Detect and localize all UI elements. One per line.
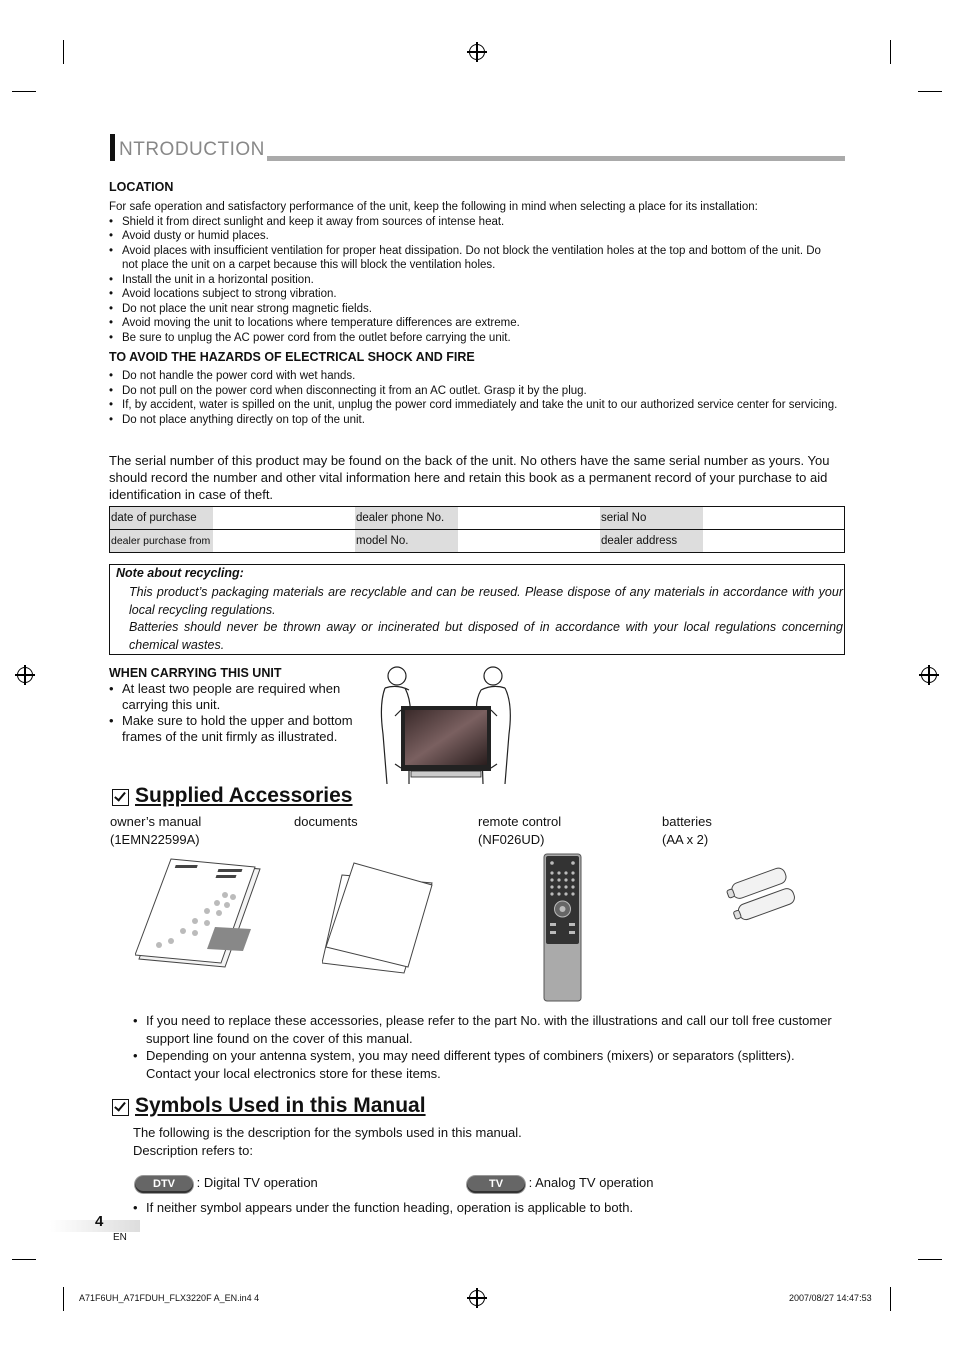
recycling-body [129, 584, 843, 654]
table-cell: model No. [355, 530, 458, 553]
table-cell[interactable] [458, 530, 600, 553]
table-cell: dealer phone No. [355, 507, 458, 530]
list-item: • Avoid locations subject to strong vibration. [109, 287, 839, 302]
list-item: • Do not place anything directly on top of the unit. [109, 413, 839, 428]
dtv-badge: DTV [135, 1176, 193, 1193]
remote-control-image [542, 853, 584, 1003]
tv-symbol-row [467, 1174, 653, 1193]
accessory-name: owner’s manual [110, 814, 202, 829]
list-item: • Shield it from direct sunlight and keep it away from sources of intense heat. [109, 215, 839, 230]
registration-mark-icon [921, 667, 937, 683]
list-item: • Make sure to hold the upper and bottom frames of the unit firmly as illustrated. [109, 713, 371, 745]
symbols-heading: Symbols Used in this Manual [135, 1094, 426, 1117]
file-info: A71F6UH_A71FDUH_FLX3220F A_EN.in4 4 [79, 1293, 260, 1303]
language-code: EN [113, 1232, 127, 1243]
crop-mark [890, 1287, 891, 1311]
table-row [110, 507, 845, 530]
crop-mark [63, 1287, 64, 1311]
table-cell: dealer address [600, 530, 703, 553]
documents-image [322, 855, 442, 980]
carrying-heading: WHEN CARRYING THIS UNIT [109, 666, 282, 680]
table-cell[interactable] [213, 530, 355, 553]
symbols-heading-row [112, 1094, 426, 1118]
recycling-note [109, 564, 845, 655]
crop-mark [12, 1259, 36, 1260]
carrying-illustration [375, 664, 520, 790]
owners-manual-image [135, 855, 265, 980]
table-cell: date of purchase [110, 507, 214, 530]
crop-mark [12, 91, 36, 92]
list-item: • Be sure to unplug the AC power cord from the outlet before carrying the unit. [109, 331, 839, 346]
location-intro: For safe operation and satisfactory performance of the unit, keep the following in mind when selecting a place for its installation: [109, 201, 758, 213]
table-cell: dealer purchase from [110, 530, 214, 553]
serial-paragraph: The serial number of this product may be found on the back of the unit. No others have the same serial number as yours. You should record the number and other vital information here and retain this book as a permanent record of your purchase to aid identification in case of theft. [109, 453, 830, 502]
registration-mark-icon [469, 44, 485, 60]
accessory-label [478, 813, 561, 849]
table-cell[interactable] [213, 507, 355, 530]
accessory-part: (AA x 2) [662, 832, 709, 847]
accessories-heading: Supplied Accessories [135, 784, 353, 807]
registration-mark-icon [17, 667, 33, 683]
recycling-paragraph: Batteries should never be thrown away or incinerated but disposed of in accordance with your local regulations concerning chemical wastes. [129, 620, 843, 652]
list-item: • Avoid moving the unit to locations where temperature differences are extreme. [109, 316, 839, 331]
accessory-label [294, 813, 358, 831]
accessory-part: (NF026UD) [478, 832, 545, 847]
list-item: • If, by accident, water is spilled on the unit, unplug the power cord immediately and take the unit to our authorized service center for servicing. [109, 398, 839, 413]
list-item: • Do not handle the power cord with wet hands. [109, 369, 839, 384]
title-text: NTRODUCTION [119, 139, 265, 160]
symbols-note-list [133, 1199, 833, 1217]
accessory-name: batteries [662, 814, 712, 829]
list-item: • If neither symbol appears under the function heading, operation is applicable to both. [133, 1199, 833, 1217]
timestamp: 2007/08/27 14:47:53 [789, 1293, 872, 1303]
list-item: • Avoid dusty or humid places. [109, 229, 839, 244]
list-item: • Install the unit in a horizontal position. [109, 273, 839, 288]
location-list [109, 215, 839, 346]
tv-badge: TV [467, 1176, 525, 1193]
checkbox-icon [112, 789, 129, 806]
crop-mark [63, 40, 64, 64]
dtv-description: : Digital TV operation [196, 1175, 318, 1190]
table-cell[interactable] [703, 530, 845, 553]
recycling-heading: Note about recycling: [116, 566, 244, 580]
location-section [109, 200, 839, 345]
table-cell[interactable] [458, 507, 600, 530]
batteries-image [722, 860, 810, 925]
list-item: • Avoid places with insufficient ventilation for proper heat dissipation. Do not block the ventilation holes at the top and bottom of the unit. Do not place the unit on a carpet because this will block the ventilation holes. [109, 244, 839, 273]
dtv-symbol-row [135, 1174, 318, 1193]
checkbox-icon [112, 1099, 129, 1116]
list-item: • Depending on your antenna system, you may need different types of combiners (mixers) or separators (splitters). Contact your local electronics store for these items. [133, 1047, 833, 1082]
crop-mark [890, 40, 891, 64]
registration-mark-icon [469, 1290, 485, 1306]
page-number: 4 [95, 1213, 104, 1230]
tv-description: : Analog TV operation [528, 1175, 654, 1190]
accessory-name: remote control [478, 814, 562, 829]
crop-mark [918, 91, 942, 92]
location-heading: LOCATION [109, 180, 174, 194]
symbols-intro [133, 1124, 833, 1159]
section-title [110, 134, 845, 162]
accessory-part: (1EMN22599A) [110, 832, 200, 847]
symbols-line: Description refers to: [133, 1142, 253, 1158]
symbols-line: The following is the description for the symbols used in this manual. [133, 1125, 522, 1140]
table-row [110, 530, 845, 553]
accessories-notes [133, 1012, 833, 1082]
accessory-label [110, 813, 201, 849]
list-item: • Do not pull on the power cord when disconnecting it from an AC outlet. Grasp it by the plug. [109, 384, 839, 399]
hazards-heading: TO AVOID THE HAZARDS OF ELECTRICAL SHOCK AND FIRE [109, 350, 475, 364]
hazards-list [109, 369, 839, 427]
accessories-heading-row [112, 784, 352, 808]
list-item: • If you need to replace these accessories, please refer to the part No. with the illustrations and call our toll free customer support line found on the cover of this manual. [133, 1012, 833, 1047]
crop-mark [918, 1259, 942, 1260]
record-table [109, 506, 845, 553]
recycling-paragraph: This product’s packaging materials are recyclable and can be reused. Please dispose of any materials in accordance with your local recycling regulations. [129, 585, 843, 617]
accessory-name: documents [294, 814, 358, 829]
carrying-list [109, 681, 371, 745]
table-cell: serial No [600, 507, 703, 530]
list-item: • Do not place the unit near strong magnetic fields. [109, 302, 839, 317]
list-item: • At least two people are required when carrying this unit. [109, 681, 371, 713]
table-cell[interactable] [703, 507, 845, 530]
title-initial-bar [110, 134, 115, 161]
accessory-label [662, 813, 712, 849]
